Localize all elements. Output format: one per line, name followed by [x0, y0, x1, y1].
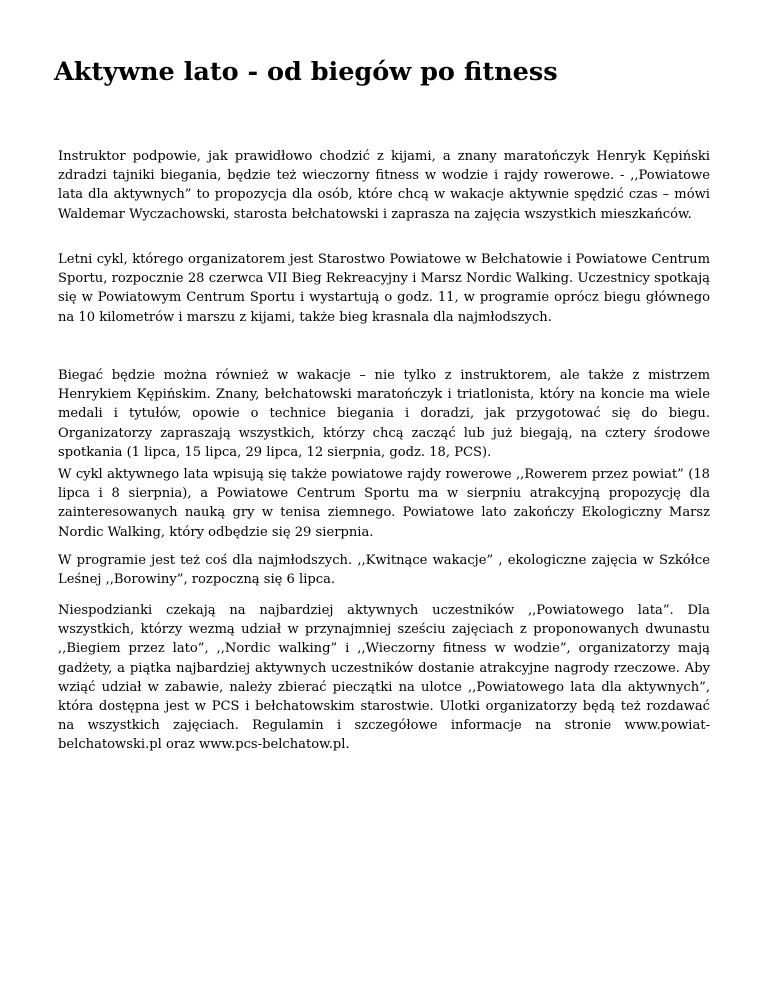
- article-paragraph-6: Niespodzianki czekają na najbardziej aktywnych uczestników ,,Powiatowego lata”. Dla wszystkich, którzy wezmą udział w przynajmniej sześciu zajęciach z proponowanych dwunastu ,,Biegiem przez lato”, ,,Nordic walking” i ,,Wieczorny fitness w wodzie”, organizatorzy mają gadżety, a piątka najbardziej aktywnych uczestników dostanie atrakcyjne nagrody rzeczowe. Aby wziąć udział w zabawie, należy zbierać pieczątki na ulotce ,,Powiatowego lata dla aktywnych”, która dostępna jest w PCS i bełchatowskim starostwie. Ulotki organizatorzy będą też rozdawać na wszystkich zajęciach. Regulamin i szczegółowe informacje na stronie www.powiat-belchatowski.pl oraz www.pcs-belchatow.pl.: [58, 603, 710, 753]
- article-title: Aktywne lato - od biegów po fitness: [54, 57, 558, 87]
- article-paragraph-5: W programie jest też coś dla najmłodszych. ,,Kwitnące wakacje” , ekologiczne zajęcia w Szkółce Leśnej ,,Borowiny”, rozpoczną się 6 lipca.: [58, 553, 710, 588]
- article-paragraph-4: W cykl aktywnego lata wpisują się także powiatowe rajdy rowerowe ,,Rowerem przez powiat” (18 lipca i 8 sierpnia), a Powiatowe Centrum Sportu ma w sierpniu atrakcyjną propozycję dla zainteresowanych nauką gry w tenisa ziemnego. Powiatowe lato zakończy Ekologiczny Marsz Nordic Walking, który odbędzie się 29 sierpnia.: [58, 467, 710, 540]
- article-paragraph-1: Instruktor podpowie, jak prawidłowo chodzić z kijami, a znany maratończyk Henryk Kępiński zdradzi tajniki biegania, będzie też wieczorny fitness w wodzie i rajdy rowerowe. - ,,Powiatowe lata dla aktywnych” to propozycja dla osób, które chcą w wakacje aktywnie spędzić czas – mówi Waldemar Wyczachowski, starosta bełchatowski i zaprasza na zajęcia wszystkich mieszkańców.: [58, 149, 710, 222]
- article-paragraph-3: Biegać będzie można również w wakacje – nie tylko z instruktorem, ale także z mistrzem Henrykiem Kępińskim. Znany, bełchatowski maratończyk i triatlonista, który na koncie ma wiele medali i tytułów, opowie o technice biegania i doradzi, jak przygotować się do biegu. Organizatorzy zapraszają wszystkich, którzy chcą zacząć lub już biegają, na cztery środowe spotkania (1 lipca, 15 lipca, 29 lipca, 12 sierpnia, godz. 18, PCS).: [58, 368, 710, 460]
- article-paragraph-2: Letni cykl, którego organizatorem jest Starostwo Powiatowe w Bełchatowie i Powiatowe Centrum Sportu, rozpocznie 28 czerwca VII Bieg Rekreacyjny i Marsz Nordic Walking. Uczestnicy spotkają się w Powiatowym Centrum Sportu i wystartują o godz. 11, w programie oprócz biegu głównego na 10 kilometrów i marszu z kijami, także bieg krasnala dla najmłodszych.: [58, 252, 710, 325]
